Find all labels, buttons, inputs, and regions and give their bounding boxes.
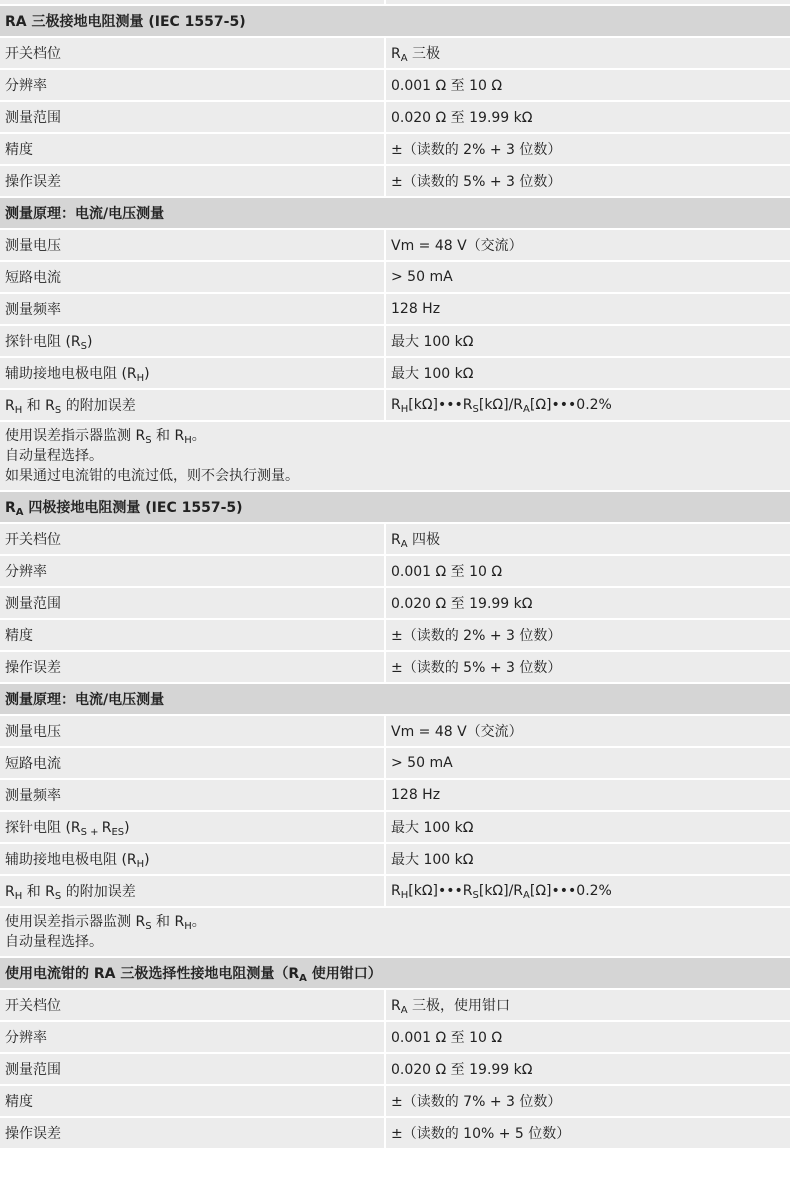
- spec-label: 开关档位: [0, 523, 385, 555]
- notes-row: [0, 907, 790, 957]
- spec-row: [0, 555, 790, 587]
- spec-row: [0, 293, 790, 325]
- spec-value: > 50 mA: [385, 261, 790, 293]
- notes-cell: [0, 421, 790, 491]
- spec-row: [0, 133, 790, 165]
- spec-row: [0, 523, 790, 555]
- spec-row: [0, 843, 790, 875]
- spec-row: [0, 325, 790, 357]
- section-header: [0, 5, 790, 37]
- spec-value: 128 Hz: [385, 293, 790, 325]
- section-header: [0, 683, 790, 715]
- spec-label: 测量频率: [0, 779, 385, 811]
- spec-label: 测量频率: [0, 293, 385, 325]
- section-header: [0, 957, 790, 989]
- spec-value: Vm = 48 V（交流）: [385, 229, 790, 261]
- section-title: RA 三极接地电阻测量 (IEC 1557-5): [0, 5, 790, 37]
- spec-label: 探针电阻 $(R_S)$: [0, 325, 385, 357]
- spec-row: [0, 1053, 790, 1085]
- note-line: 如果通过电流钳的电流过低，则不会执行测量。: [5, 468, 299, 484]
- spec-label: 分辨率: [0, 69, 385, 101]
- spec-label: 辅助接地电极电阻 $(R_H)$: [0, 357, 385, 389]
- spec-value: $R_A$ 三极: [385, 37, 790, 69]
- spec-label: 测量范围: [0, 1053, 385, 1085]
- spec-label: 操作误差: [0, 1117, 385, 1149]
- spec-label: 精度: [0, 133, 385, 165]
- spec-label: 短路电流: [0, 747, 385, 779]
- spec-row: [0, 747, 790, 779]
- spec-row: [0, 389, 790, 421]
- spec-row: [0, 875, 790, 907]
- spec-value: 0.020 Ω 至 19.99 kΩ: [385, 101, 790, 133]
- spec-value: 最大 100 kΩ: [385, 811, 790, 843]
- spec-value: 0.001 Ω 至 10 Ω: [385, 1021, 790, 1053]
- notes-cell: [0, 907, 790, 957]
- spec-label: 测量范围: [0, 101, 385, 133]
- spec-label: 操作误差: [0, 165, 385, 197]
- spec-label: 测量范围: [0, 587, 385, 619]
- spec-row: [0, 37, 790, 69]
- spec-label: 探针电阻 ($R_{S +}$ $R_{ES}$): [0, 811, 385, 843]
- spec-row: [0, 811, 790, 843]
- spec-value: Vm = 48 V（交流）: [385, 715, 790, 747]
- spec-value: 0.020 Ω 至 19.99 kΩ: [385, 587, 790, 619]
- spec-row: [0, 587, 790, 619]
- spec-value: ±（读数的 5% + 3 位数）: [385, 165, 790, 197]
- spec-row: [0, 619, 790, 651]
- spec-value: 最大 100 kΩ: [385, 357, 790, 389]
- spec-row: [0, 165, 790, 197]
- spec-value: $R_H[k\Omega]•••R_S[k\Omega]/R_A[\Omega]•••0.2\%$: [385, 875, 790, 907]
- spec-label: 测量电压: [0, 229, 385, 261]
- spec-label: 短路电流: [0, 261, 385, 293]
- spec-row: [0, 101, 790, 133]
- section-title: 测量原理：电流/电压测量: [0, 683, 790, 715]
- spec-label: 测量电压: [0, 715, 385, 747]
- spec-label: 辅助接地电极电阻 $(R_H)$: [0, 843, 385, 875]
- note-line: 自动量程选择。: [5, 934, 103, 950]
- spec-label: $R_H$ 和 $R_S$ 的附加误差: [0, 389, 385, 421]
- note-line: 自动量程选择。: [5, 448, 103, 464]
- spec-value: $R_A$ 四极: [385, 523, 790, 555]
- spec-value: 0.001 Ω 至 10 Ω: [385, 69, 790, 101]
- spec-label: 精度: [0, 619, 385, 651]
- spec-value: 最大 100 kΩ: [385, 325, 790, 357]
- spec-value: $R_A$ 三极，使用钳口: [385, 989, 790, 1021]
- spec-label: 开关档位: [0, 37, 385, 69]
- spec-value: ±（读数的 10% + 5 位数）: [385, 1117, 790, 1149]
- note-line: 使用误差指示器监测 $R_S$ 和 $R_H$。: [5, 428, 206, 446]
- spec-label: 开关档位: [0, 989, 385, 1021]
- section-title: 测量原理：电流/电压测量: [0, 197, 790, 229]
- note-line: 使用误差指示器监测 $R_S$ 和 $R_H$。: [5, 914, 206, 932]
- section-title: 使用电流钳的 RA 三极选择性接地电阻测量（$R_A$ 使用钳口）: [0, 957, 790, 989]
- spec-row: [0, 69, 790, 101]
- section-title: $R_A$ 四极接地电阻测量 (IEC 1557-5): [0, 491, 790, 523]
- spec-row: [0, 715, 790, 747]
- spec-row: [0, 1021, 790, 1053]
- spec-row: [0, 357, 790, 389]
- spec-value: 最大 100 kΩ: [385, 843, 790, 875]
- spec-row: [0, 229, 790, 261]
- section-header: [0, 491, 790, 523]
- spec-row: [0, 779, 790, 811]
- spec-row: [0, 651, 790, 683]
- spec-label: 分辨率: [0, 555, 385, 587]
- spec-value: 0.020 Ω 至 19.99 kΩ: [385, 1053, 790, 1085]
- spec-value: 128 Hz: [385, 779, 790, 811]
- spec-value: $R_H[k\Omega]•••R_S[k\Omega]/R_A[\Omega]•••0.2\%$: [385, 389, 790, 421]
- spec-row: [0, 989, 790, 1021]
- spec-value: ±（读数的 2% + 3 位数）: [385, 133, 790, 165]
- spec-row: [0, 1117, 790, 1149]
- spec-value: ±（读数的 7% + 3 位数）: [385, 1085, 790, 1117]
- spec-value: ±（读数的 5% + 3 位数）: [385, 651, 790, 683]
- section-header: [0, 197, 790, 229]
- spec-row: [0, 261, 790, 293]
- spec-label: 分辨率: [0, 1021, 385, 1053]
- spec-label: 操作误差: [0, 651, 385, 683]
- spec-label: $R_H$ 和 $R_S$ 的附加误差: [0, 875, 385, 907]
- spec-value: > 50 mA: [385, 747, 790, 779]
- spec-label: 精度: [0, 1085, 385, 1117]
- spec-value: ±（读数的 2% + 3 位数）: [385, 619, 790, 651]
- spec-row: [0, 1085, 790, 1117]
- notes-row: [0, 421, 790, 491]
- spec-value: 0.001 Ω 至 10 Ω: [385, 555, 790, 587]
